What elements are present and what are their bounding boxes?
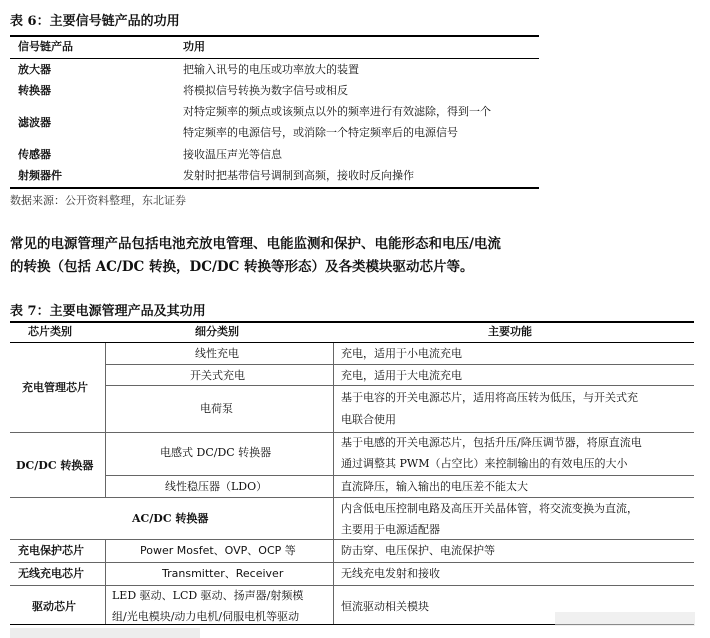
table6-row-desc-line2: 特定频率的电源信号，或消除一个特定频率后的电源信号 (183, 126, 458, 139)
table7-sub-protect: Power Mosfet、OVP、OCP 等 (140, 544, 296, 557)
table6-row-name: 射频器件 (18, 169, 62, 182)
table6-row-desc: 将模拟信号转换为数字信号或相反 (183, 84, 348, 97)
table7-col-divider (105, 539, 106, 624)
table7-fn-ldo: 直流降压，输入输出的电压差不能太大 (341, 480, 528, 493)
table7-header-subcategory: 细分类别 (195, 325, 239, 338)
table7-sub-driver-line1: LED 驱动、LCD 驱动、扬声器/射频模 (112, 589, 304, 602)
table7-sub-inductor: 电感式 DC/DC 转换器 (160, 446, 272, 459)
table7-sub-ldo: 线性稳压器（LDO） (165, 480, 268, 493)
table6-row-desc: 发射时把基带信号调制到高频，接收时反向操作 (183, 169, 414, 182)
table6-row-desc: 接收温压声光等信息 (183, 148, 282, 161)
table7-col-divider (105, 433, 106, 497)
table7-header-category: 芯片类别 (28, 325, 72, 338)
table6-row-desc: 把输入讯号的电压或功率放大的装置 (183, 63, 359, 76)
table7-fn-acdc-line2: 主要用于电源适配器 (341, 523, 440, 536)
body-paragraph-line1: 常见的电源管理产品包括电池充放电管理、电能监测和保护、电能形态和电压/电流 (10, 236, 501, 252)
table7-fn-pump-line1: 基于电容的开关电源芯片，适用将高压转为低压，与开关式充 (341, 391, 638, 404)
table7-fn-inductor-line1: 基于电感的开关电源芯片，包括升压/降压调节器，将原直流电 (341, 436, 642, 449)
table6-bottom-rule (10, 187, 539, 189)
table7-group-protect: 充电保护芯片 (18, 544, 84, 557)
table7-sub-switch: 开关式充电 (190, 369, 245, 382)
table6-header-function: 功用 (183, 40, 205, 53)
table6-row-name: 放大器 (18, 63, 51, 76)
cropped-text-fragment (10, 628, 200, 638)
table7-group-dcdc: DC/DC 转换器 (16, 459, 94, 472)
table6-row-name: 传感器 (18, 148, 51, 161)
table7-group-charge: 充电管理芯片 (22, 381, 88, 394)
table6-source: 数据来源：公开资料整理，东北证券 (10, 194, 186, 207)
table7-header-function: 主要功能 (488, 325, 532, 338)
table6-row-name: 滤波器 (18, 116, 51, 129)
table7-caption: 表 7：主要电源管理产品及其功用 (10, 304, 206, 319)
table7-group-driver: 驱动芯片 (32, 600, 76, 613)
watermark-smudge (555, 612, 695, 626)
table6-header-product: 信号链产品 (18, 40, 73, 53)
table6-top-rule (10, 35, 539, 37)
table7-fn-linear: 充电，适用于小电流充电 (341, 347, 462, 360)
table7-group-wireless: 无线充电芯片 (18, 567, 84, 580)
table7-col-divider (105, 343, 106, 432)
table7-fn-switch: 充电，适用于大电流充电 (341, 369, 462, 382)
table7-fn-pump-line2: 电联合使用 (341, 413, 396, 426)
table7-fn-driver: 恒流驱动相关模块 (341, 600, 429, 613)
table7-group-acdc: AC/DC 转换器 (132, 512, 209, 525)
table7-fn-inductor-line2: 通过调整其 PWM（占空比）来控制输出的有效电压的大小 (341, 457, 628, 470)
table7-fn-acdc-line1: 内含低电压控制电路及高压开关晶体管，将交流变换为直流， (341, 502, 638, 515)
table6-row-name: 转换器 (18, 84, 51, 97)
table6-row-desc-line1: 对特定频率的频点或该频点以外的频率进行有效滤除，得到一个 (183, 105, 491, 118)
table7-fn-wireless: 无线充电发射和接收 (341, 567, 440, 580)
table7-top-rule (10, 321, 694, 323)
table7-sub-wireless: Transmitter、Receiver (162, 567, 284, 580)
table7-fn-protect: 防击穿、电压保护、电流保护等 (341, 544, 495, 557)
body-paragraph-line2: 的转换（包括 AC/DC 转换，DC/DC 转换等形态）及各类模块驱动芯片等。 (10, 259, 474, 275)
table6-caption: 表 6：主要信号链产品的功用 (10, 14, 180, 29)
table7-sub-pump: 电荷泵 (200, 402, 233, 415)
table7-sub-linear: 线性充电 (195, 347, 239, 360)
table7-sub-driver-line2: 组/光电模块/动力电机/伺服电机等驱动 (112, 610, 300, 623)
